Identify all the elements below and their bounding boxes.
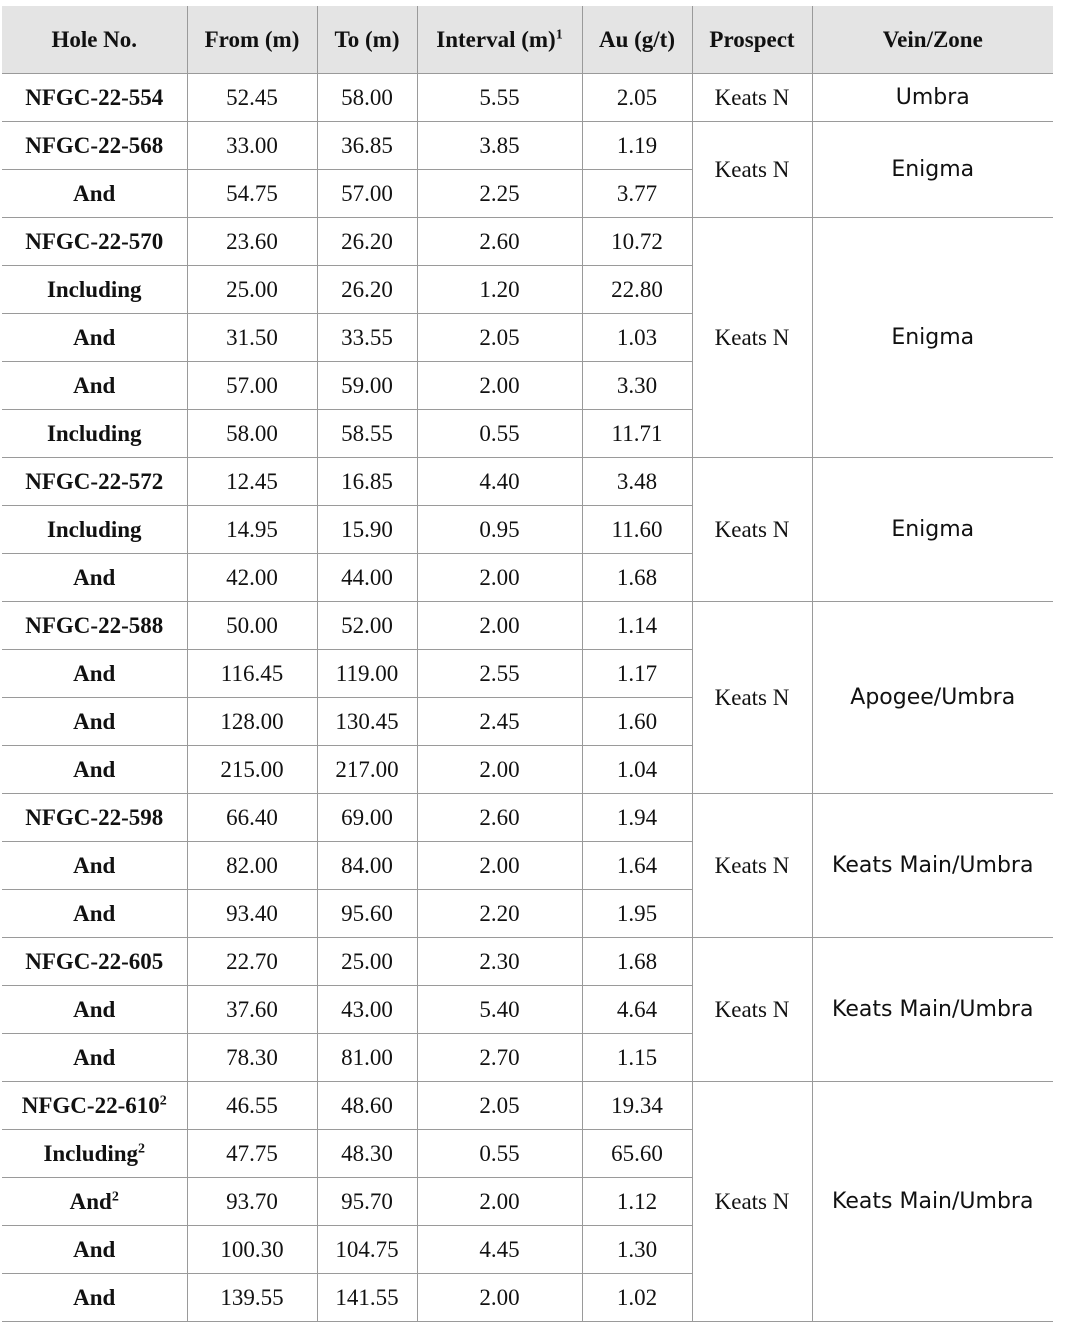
- au-grade-cell: 1.12: [582, 1178, 692, 1226]
- au-grade-cell: 1.14: [582, 602, 692, 650]
- hole-no-text: And: [69, 1188, 112, 1214]
- to-cell: 119.00: [317, 650, 417, 698]
- interval-cell: 2.05: [417, 1082, 582, 1130]
- hole-no-cell: [2, 1034, 187, 1082]
- hole-no-text: And: [73, 564, 116, 590]
- to-cell: 15.90: [317, 506, 417, 554]
- vein-zone-cell: Keats Main/Umbra: [812, 794, 1053, 938]
- to-cell: 141.55: [317, 1274, 417, 1322]
- au-grade-cell: 1.02: [582, 1274, 692, 1322]
- to-cell: 25.00: [317, 938, 417, 986]
- hole-no-text: NFGC-22-572: [25, 468, 164, 494]
- to-cell: 33.55: [317, 314, 417, 362]
- table-row: [2, 938, 1053, 986]
- header-prospect: Prospect: [692, 6, 812, 74]
- hole-no-cell: [2, 794, 187, 842]
- au-grade-cell: 11.60: [582, 506, 692, 554]
- to-cell: 104.75: [317, 1226, 417, 1274]
- from-cell: 33.00: [187, 122, 317, 170]
- to-cell: 48.60: [317, 1082, 417, 1130]
- table-row: [2, 602, 1053, 650]
- from-cell: 100.30: [187, 1226, 317, 1274]
- footnote-marker: 2: [138, 1140, 146, 1156]
- table-row: [2, 794, 1053, 842]
- hole-no-cell: [2, 1130, 187, 1178]
- hole-no-cell: [2, 458, 187, 506]
- au-grade-cell: 1.17: [582, 650, 692, 698]
- hole-no-text: And: [73, 756, 116, 782]
- au-grade-cell: 65.60: [582, 1130, 692, 1178]
- hole-no-cell: [2, 842, 187, 890]
- interval-cell: 1.20: [417, 266, 582, 314]
- from-cell: 93.70: [187, 1178, 317, 1226]
- hole-no-cell: [2, 746, 187, 794]
- to-cell: 59.00: [317, 362, 417, 410]
- hole-no-text: And: [73, 1044, 116, 1070]
- hole-no-text: NFGC-22-588: [25, 612, 164, 638]
- hole-no-text: And: [73, 1236, 116, 1262]
- prospect-cell: Keats N: [692, 458, 812, 602]
- header-hole-no: Hole No.: [2, 6, 187, 74]
- prospect-cell: Keats N: [692, 74, 812, 122]
- from-cell: 78.30: [187, 1034, 317, 1082]
- to-cell: 48.30: [317, 1130, 417, 1178]
- interval-cell: 2.30: [417, 938, 582, 986]
- au-grade-cell: 1.19: [582, 122, 692, 170]
- hole-no-text: NFGC-22-568: [25, 132, 164, 158]
- table-row: [2, 458, 1053, 506]
- prospect-cell: Keats N: [692, 602, 812, 794]
- from-cell: 12.45: [187, 458, 317, 506]
- interval-cell: 2.00: [417, 1274, 582, 1322]
- interval-cell: 2.00: [417, 1178, 582, 1226]
- interval-cell: 2.60: [417, 794, 582, 842]
- au-grade-cell: 4.64: [582, 986, 692, 1034]
- hole-no-cell: [2, 74, 187, 122]
- hole-no-text: And: [73, 900, 116, 926]
- au-grade-cell: 1.15: [582, 1034, 692, 1082]
- au-grade-cell: 1.30: [582, 1226, 692, 1274]
- au-grade-cell: 1.68: [582, 938, 692, 986]
- hole-no-cell: [2, 602, 187, 650]
- footnote-marker: 2: [111, 1188, 119, 1204]
- vein-zone-cell: Enigma: [812, 218, 1053, 458]
- to-cell: 130.45: [317, 698, 417, 746]
- interval-cell: 2.70: [417, 1034, 582, 1082]
- to-cell: 58.55: [317, 410, 417, 458]
- interval-cell: 3.85: [417, 122, 582, 170]
- table-row: [2, 74, 1053, 122]
- from-cell: 31.50: [187, 314, 317, 362]
- hole-no-cell: [2, 218, 187, 266]
- from-cell: 37.60: [187, 986, 317, 1034]
- interval-cell: 2.45: [417, 698, 582, 746]
- hole-no-cell: [2, 362, 187, 410]
- to-cell: 43.00: [317, 986, 417, 1034]
- hole-no-cell: [2, 890, 187, 938]
- au-grade-cell: 1.68: [582, 554, 692, 602]
- au-grade-cell: 1.03: [582, 314, 692, 362]
- from-cell: 57.00: [187, 362, 317, 410]
- hole-no-cell: [2, 314, 187, 362]
- to-cell: 95.60: [317, 890, 417, 938]
- interval-cell: 4.40: [417, 458, 582, 506]
- hole-no-text: And: [73, 660, 116, 686]
- vein-zone-cell: Keats Main/Umbra: [812, 1082, 1053, 1322]
- from-cell: 14.95: [187, 506, 317, 554]
- from-cell: 66.40: [187, 794, 317, 842]
- vein-zone-cell: Umbra: [812, 74, 1053, 122]
- from-cell: 215.00: [187, 746, 317, 794]
- vein-zone-cell: Apogee/Umbra: [812, 602, 1053, 794]
- to-cell: 58.00: [317, 74, 417, 122]
- footnote-marker: 1: [555, 26, 563, 42]
- prospect-cell: Keats N: [692, 122, 812, 218]
- hole-no-text: And: [73, 996, 116, 1022]
- hole-no-text: Including: [46, 420, 142, 446]
- interval-cell: 4.45: [417, 1226, 582, 1274]
- footnote-marker: 2: [159, 1092, 167, 1108]
- hole-no-text: And: [73, 180, 116, 206]
- au-grade-cell: 2.05: [582, 74, 692, 122]
- interval-cell: 2.00: [417, 746, 582, 794]
- to-cell: 81.00: [317, 1034, 417, 1082]
- au-grade-cell: 3.77: [582, 170, 692, 218]
- drill-results-table: [2, 6, 1053, 1322]
- from-cell: 47.75: [187, 1130, 317, 1178]
- hole-no-text: Including: [46, 516, 142, 542]
- hole-no-cell: [2, 986, 187, 1034]
- au-grade-cell: 1.60: [582, 698, 692, 746]
- hole-no-text: NFGC-22-605: [25, 948, 164, 974]
- hole-no-cell: [2, 1274, 187, 1322]
- hole-no-cell: [2, 170, 187, 218]
- from-cell: 116.45: [187, 650, 317, 698]
- hole-no-text: Including: [43, 1140, 139, 1166]
- header-interval: [417, 6, 582, 74]
- header-interval-label: Interval (m): [436, 26, 556, 52]
- to-cell: 36.85: [317, 122, 417, 170]
- from-cell: 23.60: [187, 218, 317, 266]
- from-cell: 139.55: [187, 1274, 317, 1322]
- interval-cell: 0.55: [417, 1130, 582, 1178]
- au-grade-cell: 1.95: [582, 890, 692, 938]
- hole-no-text: NFGC-22-570: [25, 228, 164, 254]
- from-cell: 46.55: [187, 1082, 317, 1130]
- prospect-cell: Keats N: [692, 218, 812, 458]
- hole-no-cell: [2, 410, 187, 458]
- interval-cell: 2.55: [417, 650, 582, 698]
- hole-no-cell: [2, 938, 187, 986]
- interval-cell: 2.60: [417, 218, 582, 266]
- header-from: From (m): [187, 6, 317, 74]
- hole-no-cell: [2, 698, 187, 746]
- interval-cell: 2.00: [417, 842, 582, 890]
- au-grade-cell: 10.72: [582, 218, 692, 266]
- interval-cell: 2.25: [417, 170, 582, 218]
- au-grade-cell: 19.34: [582, 1082, 692, 1130]
- from-cell: 54.75: [187, 170, 317, 218]
- header-au: Au (g/t): [582, 6, 692, 74]
- header-vein-zone: Vein/Zone: [812, 6, 1053, 74]
- from-cell: 52.45: [187, 74, 317, 122]
- hole-no-cell: [2, 1082, 187, 1130]
- hole-no-cell: [2, 122, 187, 170]
- hole-no-cell: [2, 554, 187, 602]
- hole-no-cell: [2, 1226, 187, 1274]
- table-row: [2, 218, 1053, 266]
- header-to: To (m): [317, 6, 417, 74]
- au-grade-cell: 1.94: [582, 794, 692, 842]
- hole-no-cell: [2, 1178, 187, 1226]
- interval-cell: 2.20: [417, 890, 582, 938]
- interval-cell: 5.40: [417, 986, 582, 1034]
- from-cell: 22.70: [187, 938, 317, 986]
- interval-cell: 5.55: [417, 74, 582, 122]
- table-row: [2, 122, 1053, 170]
- to-cell: 26.20: [317, 266, 417, 314]
- au-grade-cell: 1.64: [582, 842, 692, 890]
- from-cell: 50.00: [187, 602, 317, 650]
- vein-zone-cell: Enigma: [812, 458, 1053, 602]
- table-body: [2, 74, 1053, 1322]
- interval-cell: 2.05: [417, 314, 582, 362]
- interval-cell: 2.00: [417, 362, 582, 410]
- vein-zone-cell: Enigma: [812, 122, 1053, 218]
- from-cell: 58.00: [187, 410, 317, 458]
- interval-cell: 0.95: [417, 506, 582, 554]
- table-header: [2, 6, 1053, 74]
- hole-no-cell: [2, 506, 187, 554]
- interval-cell: 2.00: [417, 602, 582, 650]
- hole-no-text: NFGC-22-598: [25, 804, 164, 830]
- from-cell: 93.40: [187, 890, 317, 938]
- to-cell: 16.85: [317, 458, 417, 506]
- prospect-cell: Keats N: [692, 1082, 812, 1322]
- to-cell: 52.00: [317, 602, 417, 650]
- from-cell: 25.00: [187, 266, 317, 314]
- interval-cell: 2.00: [417, 554, 582, 602]
- au-grade-cell: 11.71: [582, 410, 692, 458]
- hole-no-text: And: [73, 324, 116, 350]
- hole-no-text: NFGC-22-610: [21, 1092, 160, 1118]
- to-cell: 84.00: [317, 842, 417, 890]
- header-row: [2, 6, 1053, 74]
- au-grade-cell: 1.04: [582, 746, 692, 794]
- hole-no-text: And: [73, 1284, 116, 1310]
- au-grade-cell: 3.30: [582, 362, 692, 410]
- hole-no-text: And: [73, 852, 116, 878]
- hole-no-text: Including: [46, 276, 142, 302]
- to-cell: 26.20: [317, 218, 417, 266]
- hole-no-text: And: [73, 708, 116, 734]
- to-cell: 217.00: [317, 746, 417, 794]
- to-cell: 57.00: [317, 170, 417, 218]
- hole-no-text: And: [73, 372, 116, 398]
- vein-zone-cell: Keats Main/Umbra: [812, 938, 1053, 1082]
- from-cell: 128.00: [187, 698, 317, 746]
- hole-no-text: NFGC-22-554: [25, 84, 164, 110]
- table-row: [2, 1082, 1053, 1130]
- to-cell: 44.00: [317, 554, 417, 602]
- prospect-cell: Keats N: [692, 938, 812, 1082]
- hole-no-cell: [2, 266, 187, 314]
- au-grade-cell: 3.48: [582, 458, 692, 506]
- au-grade-cell: 22.80: [582, 266, 692, 314]
- interval-cell: 0.55: [417, 410, 582, 458]
- from-cell: 82.00: [187, 842, 317, 890]
- to-cell: 95.70: [317, 1178, 417, 1226]
- to-cell: 69.00: [317, 794, 417, 842]
- hole-no-cell: [2, 650, 187, 698]
- prospect-cell: Keats N: [692, 794, 812, 938]
- from-cell: 42.00: [187, 554, 317, 602]
